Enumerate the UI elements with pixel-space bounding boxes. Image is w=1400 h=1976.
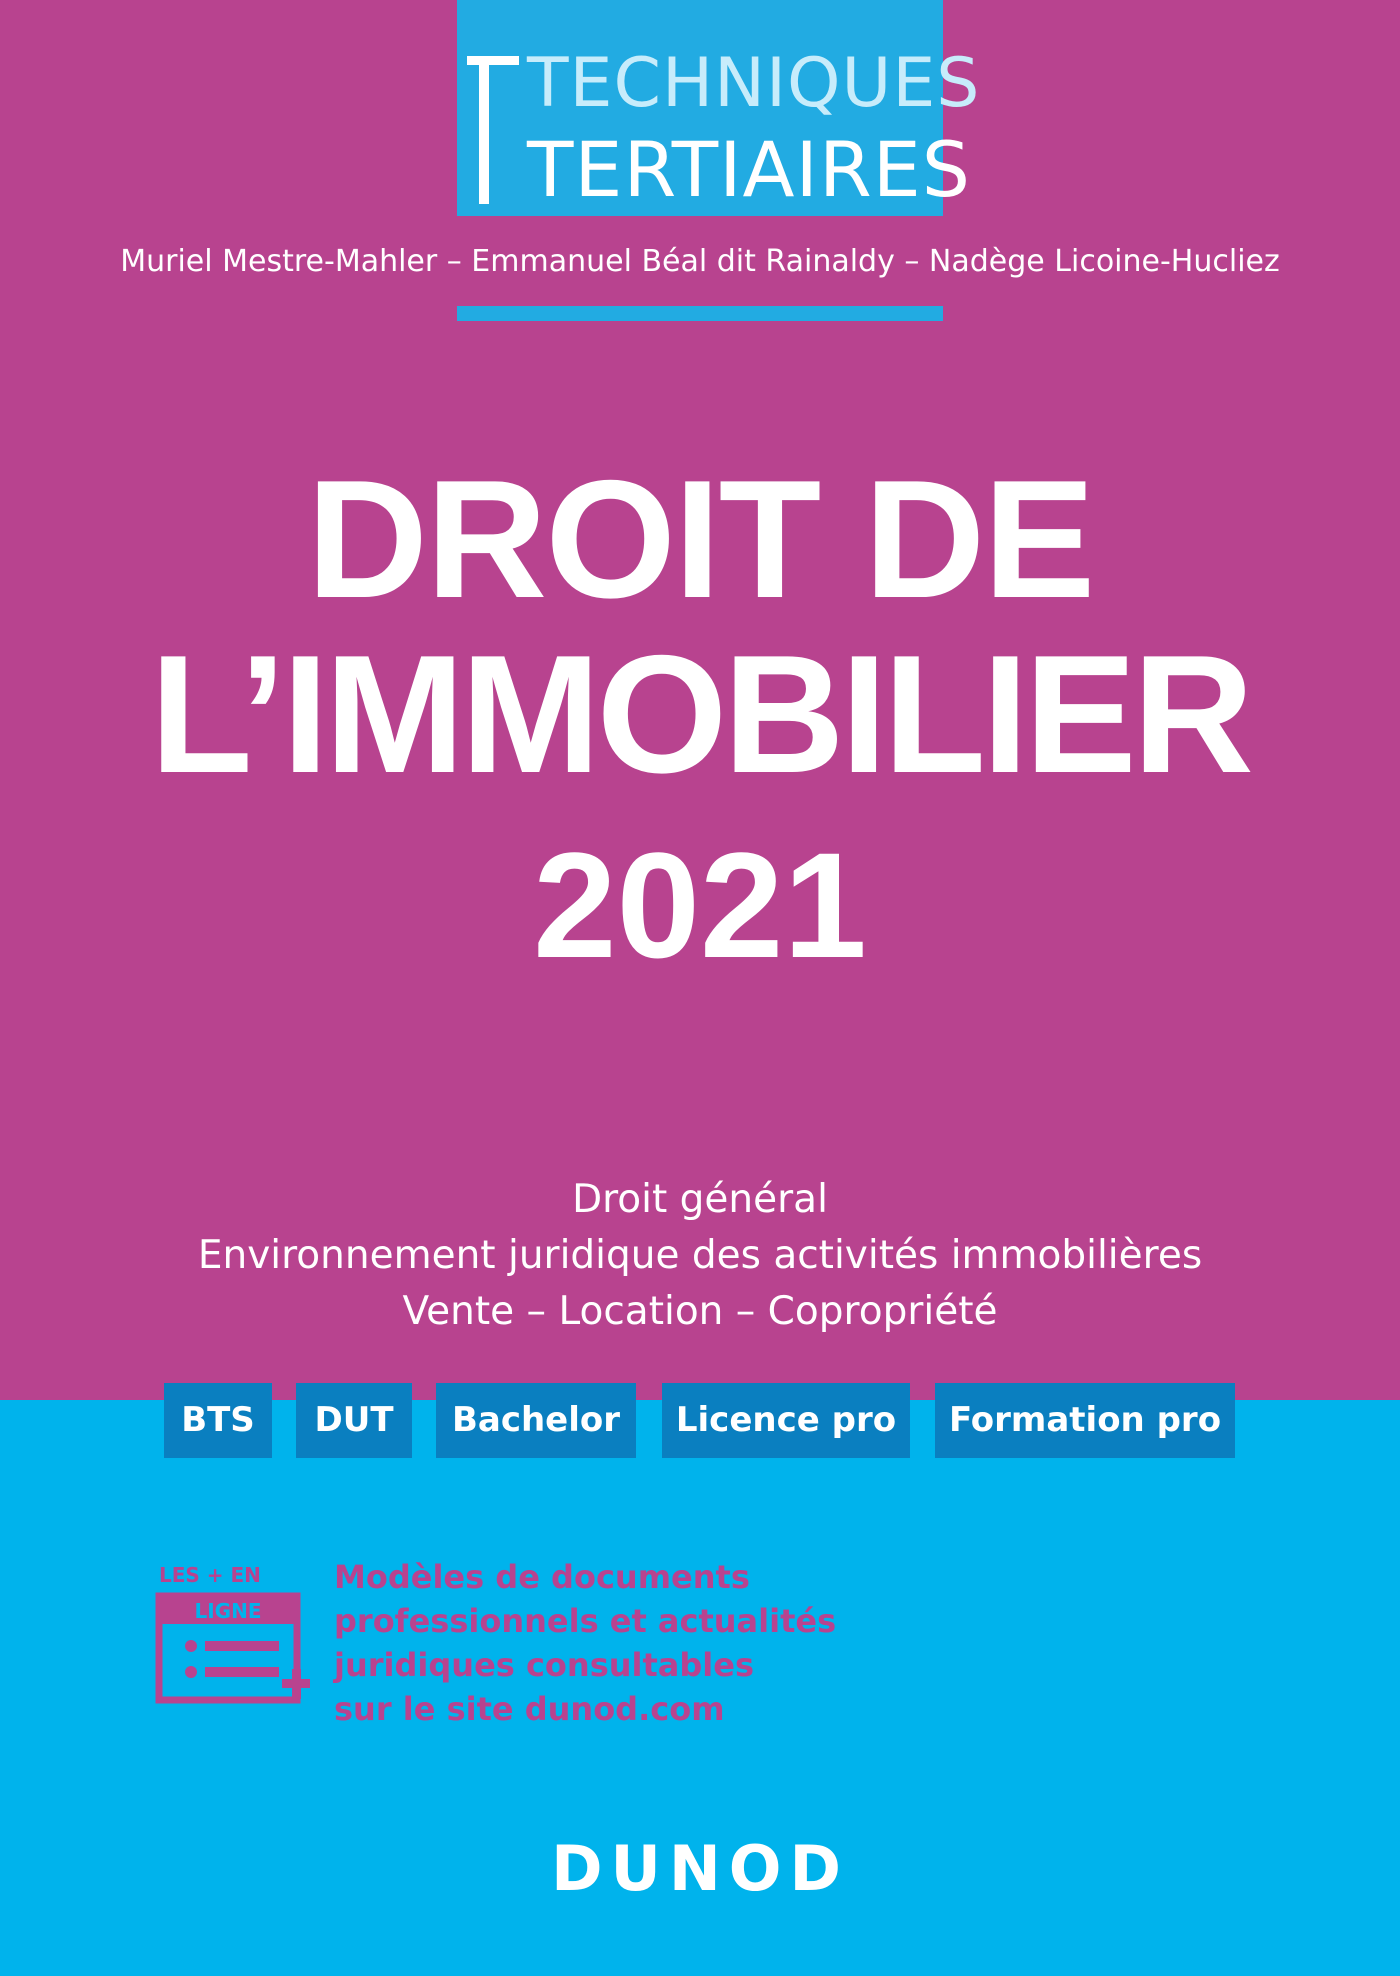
badge-dut: DUT	[296, 1383, 412, 1458]
subject-line: Environnement juridique des activités immobilières	[197, 1233, 1203, 1278]
online-text-line: sur le site dunod.com	[334, 1690, 725, 1728]
online-text-line: professionnels et actualités	[334, 1602, 837, 1640]
series-logo	[457, 0, 981, 216]
authors: Muriel Mestre-Mahler – Emmanuel Béal dit Rainaldy – Nadège Licoine-Hucliez	[120, 244, 1280, 279]
online-icon-label-bottom: LIGNE	[194, 1599, 262, 1623]
publisher-logo: DUNOD	[551, 1832, 849, 1905]
badge-formation-pro: Formation pro	[935, 1383, 1235, 1458]
subject-line: Vente – Location – Copropriété	[402, 1289, 998, 1334]
badge-bts: BTS	[164, 1383, 272, 1458]
series-logo-cap	[467, 56, 519, 65]
online-resources-icon	[155, 1560, 315, 1720]
online-text-line: juridiques consultables	[334, 1646, 754, 1684]
divider-line	[457, 306, 943, 321]
online-text-line: Modèles de documents	[334, 1558, 750, 1596]
subjects	[0, 1172, 1400, 1340]
book-year: 2021	[533, 821, 867, 989]
badge-bachelor: Bachelor	[436, 1383, 636, 1458]
subject-line: Droit général	[572, 1177, 828, 1222]
series-name-line2: TERTIAIRES	[527, 125, 972, 214]
series-name-line1: TECHNIQUES	[527, 44, 981, 123]
series-logo-bar	[479, 56, 489, 204]
online-icon-label-top: LES + EN	[159, 1563, 261, 1587]
badge-licence-pro: Licence pro	[662, 1383, 910, 1458]
online-resources-text	[334, 1555, 836, 1731]
book-title-line1: DROIT DE	[306, 445, 1094, 633]
book-title-line2: L’IMMOBILIER	[150, 620, 1250, 808]
